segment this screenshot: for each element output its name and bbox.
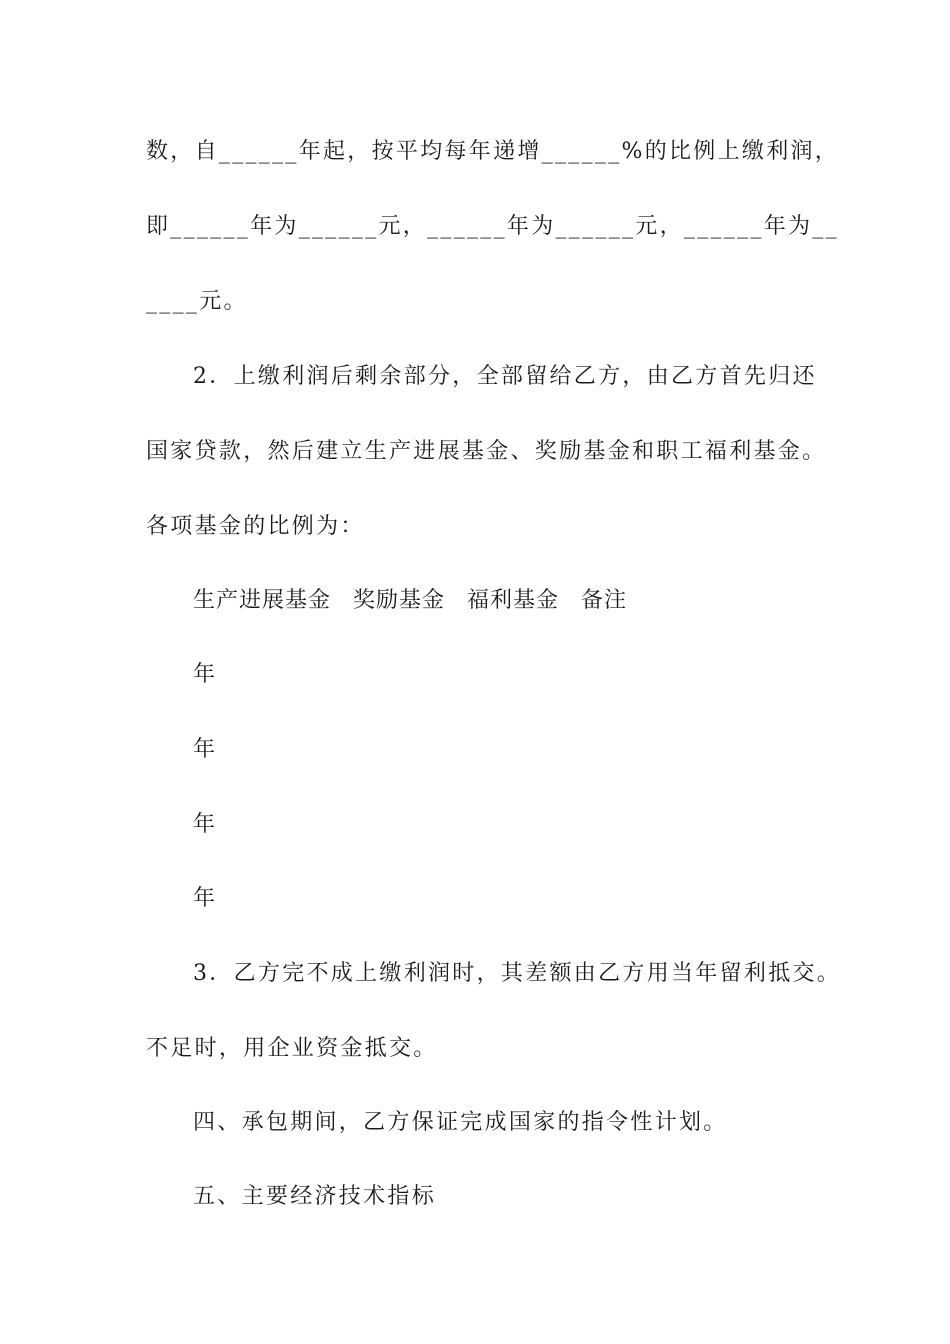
table-header-cell: 福利基金: [467, 588, 560, 613]
paragraph-line: 3．乙方完不成上缴利润时，其差额由乙方用当年留利抵交。: [193, 961, 842, 986]
table-header-cell: 奖励基金: [353, 588, 446, 613]
paragraph-line: 不足时，用企业资金抵交。: [146, 1036, 438, 1061]
paragraph-line: 数，自______年起，按平均每年递增______%的比例上缴利润，: [146, 139, 840, 164]
paragraph-line: ____元。: [146, 289, 248, 314]
section-heading: 五、主要经济技术指标: [193, 1184, 437, 1209]
section-heading: 四、承包期间，乙方保证完成国家的指令性计划。: [193, 1110, 728, 1135]
fund-table-header: [193, 586, 641, 616]
table-header-cell: 生产进展基金: [193, 588, 332, 613]
table-row: 年: [193, 886, 217, 911]
table-row: 年: [193, 662, 217, 687]
paragraph-line: 即______年为______元，______年为______元，______年为__: [146, 214, 839, 239]
table-row: 年: [193, 812, 217, 837]
paragraph-line: 国家贷款，然后建立生产进展基金、奖励基金和职工福利基金。: [146, 439, 827, 464]
paragraph-line: 2．上缴利润后剩余部分，全部留给乙方，由乙方首先归还: [193, 364, 817, 389]
paragraph-line: 各项基金的比例为：: [146, 514, 365, 539]
table-row: 年: [193, 737, 217, 762]
table-header-cell: 备注: [581, 588, 628, 613]
